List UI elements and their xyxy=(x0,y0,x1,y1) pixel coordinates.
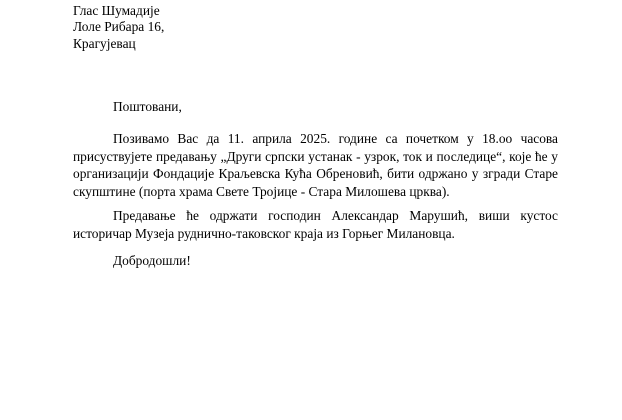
greeting-text: Поштовани, xyxy=(113,99,182,114)
letter-closing xyxy=(73,252,558,270)
sender-address-block xyxy=(73,3,164,52)
closing-text: Добродошли! xyxy=(113,253,191,268)
letter-paragraph-lecturer: Предавање ће одржати господин Александар Марушић, виши кустос историчар Музеја руднично-таковског краја из Горњег Милановца. xyxy=(73,208,558,241)
letter-paragraph-invitation: Позивамо Вас да 11. априла 2025. године са почетком у 18.оо часова присуствујете предавању „Други српски устанак - узрок, ток и последице“, које ће у организацији Фондације Краљевска Кућа Обреновић, бити одржано у згради Старе скупштине (порта храма Свете Тројице - Стара Милошева црква). xyxy=(73,131,558,199)
sender-street: Лоле Рибара 16, xyxy=(73,19,165,35)
sender-city: Крагујевац xyxy=(73,35,136,51)
letter-greeting xyxy=(73,98,558,116)
sender-name: Глас Шумадије xyxy=(73,3,160,18)
